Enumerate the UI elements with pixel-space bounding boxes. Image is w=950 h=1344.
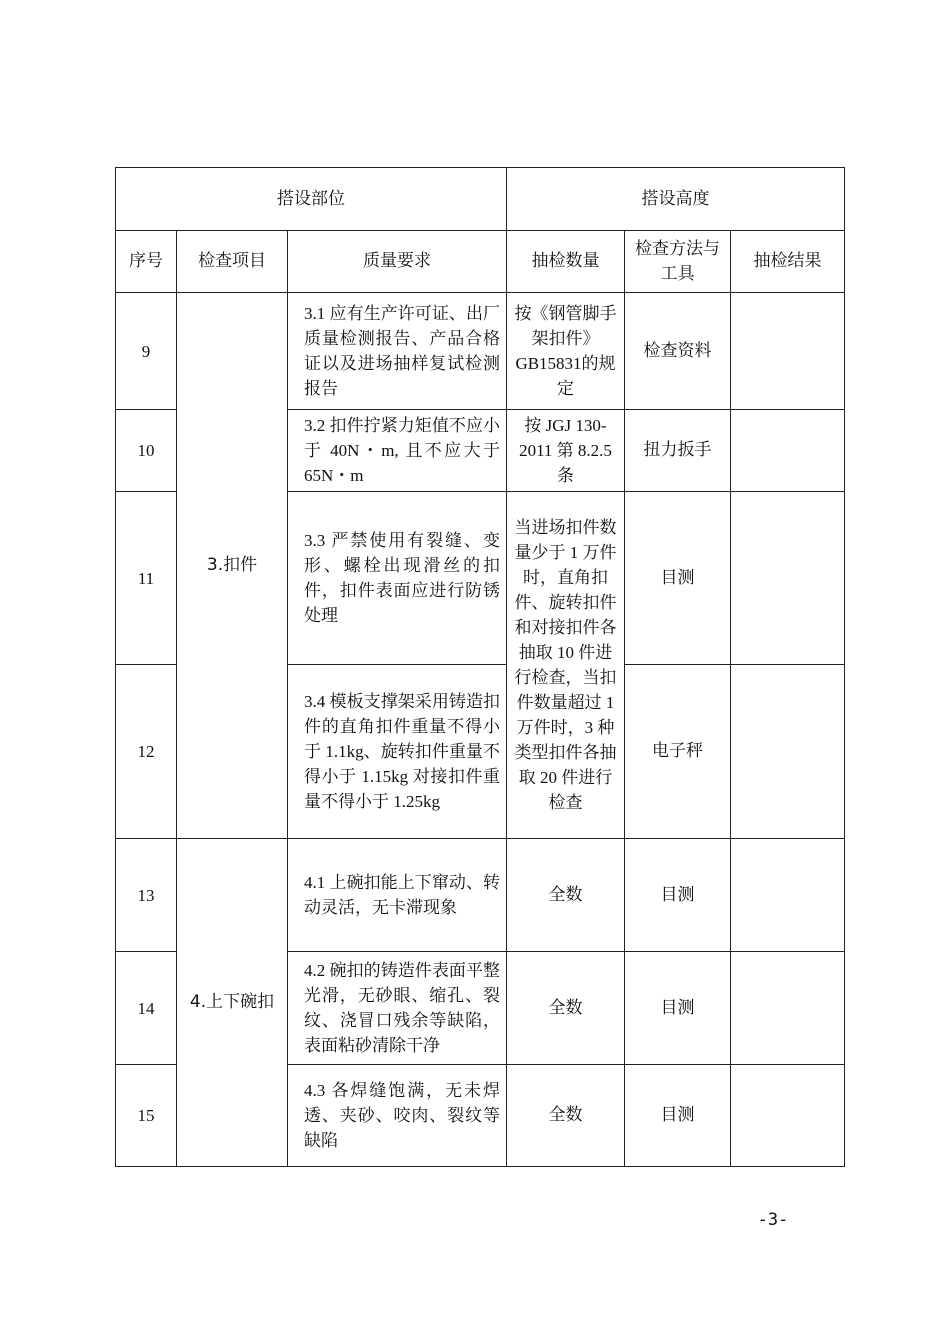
sample-qty-header: 抽检数量 bbox=[507, 231, 625, 293]
group-bowl: 4.上下碗扣 bbox=[177, 839, 288, 1167]
sample-qty-cell: 按 JGJ 130-2011 第 8.2.5 条 bbox=[507, 410, 625, 492]
seq-cell: 10 bbox=[116, 410, 177, 492]
location-header: 搭设部位 bbox=[116, 168, 507, 231]
method-cell: 目测 bbox=[625, 952, 731, 1065]
result-cell[interactable] bbox=[731, 1065, 845, 1167]
requirement-cell bbox=[288, 1065, 507, 1167]
seq-cell: 12 bbox=[116, 665, 177, 839]
result-header: 抽检结果 bbox=[731, 231, 845, 293]
requirement-cell bbox=[288, 410, 507, 492]
requirement-text: 4.3 各焊缝饱满，无未焊透、夹砂、咬肉、裂纹等缺陷 bbox=[304, 1081, 500, 1150]
method-cell: 目测 bbox=[625, 492, 731, 665]
seq-cell: 14 bbox=[116, 952, 177, 1065]
requirement-cell bbox=[288, 492, 507, 665]
requirement-text: 3.1 应有生产许可证、出厂质量检测报告、产品合格证以及进场抽样复试检测报告 bbox=[304, 304, 500, 398]
requirement-cell bbox=[288, 952, 507, 1065]
method-cell: 检查资料 bbox=[625, 293, 731, 410]
result-cell[interactable] bbox=[731, 410, 845, 492]
merged-sample-qty-cell: 当进场扣件数量少于 1 万件时，直角扣件、旋转扣件和对接扣件各抽取 10 件进行检查，当扣件数量超过 1 万件时，3 种类型扣件各抽取 20 件进行检查 bbox=[507, 492, 625, 839]
method-cell: 电子秤 bbox=[625, 665, 731, 839]
column-header-row bbox=[116, 231, 845, 293]
requirement-text: 3.2 扣件拧紧力矩值不应小于 40N・m, 且不应大于 65N・m bbox=[304, 416, 500, 485]
inspection-table bbox=[115, 167, 845, 1167]
height-header: 搭设高度 bbox=[507, 168, 845, 231]
result-cell[interactable] bbox=[731, 952, 845, 1065]
requirement-cell bbox=[288, 293, 507, 410]
seq-cell: 9 bbox=[116, 293, 177, 410]
result-cell[interactable] bbox=[731, 492, 845, 665]
seq-header: 序号 bbox=[116, 231, 177, 293]
top-header-row bbox=[116, 168, 845, 231]
requirement-cell bbox=[288, 665, 507, 839]
result-cell[interactable] bbox=[731, 839, 845, 952]
group-coupler: 3.扣件 bbox=[177, 293, 288, 839]
requirement-cell bbox=[288, 839, 507, 952]
requirement-text: 3.3 严禁使用有裂缝、变形、螺栓出现滑丝的扣件，扣件表面应进行防锈处理 bbox=[304, 531, 500, 625]
sample-qty-cell: 按《钢管脚手架扣件》GB15831的规定 bbox=[507, 293, 625, 410]
item-header: 检查项目 bbox=[177, 231, 288, 293]
table-row bbox=[116, 839, 845, 952]
method-cell: 目测 bbox=[625, 839, 731, 952]
requirement-text: 3.4 模板支撑架采用铸造扣件的直角扣件重量不得小于 1.1kg、旋转扣件重量不得小于 1.15kg 对接扣件重量不得小于 1.25kg bbox=[304, 692, 500, 811]
sample-qty-cell: 全数 bbox=[507, 952, 625, 1065]
sample-qty-cell: 全数 bbox=[507, 839, 625, 952]
result-cell[interactable] bbox=[731, 293, 845, 410]
method-cell: 目测 bbox=[625, 1065, 731, 1167]
requirement-text: 4.2 碗扣的铸造件表面平整光滑，无砂眼、缩孔、裂纹、浇冒口残余等缺陷，表面粘砂清除干净 bbox=[304, 961, 500, 1055]
requirement-text: 4.1 上碗扣能上下窜动、转动灵活，无卡滞现象 bbox=[304, 873, 500, 917]
method-cell: 扭力扳手 bbox=[625, 410, 731, 492]
table-row bbox=[116, 293, 845, 410]
sample-qty-cell: 全数 bbox=[507, 1065, 625, 1167]
seq-cell: 15 bbox=[116, 1065, 177, 1167]
seq-cell: 13 bbox=[116, 839, 177, 952]
page-number: -3- bbox=[757, 1210, 789, 1230]
requirement-header: 质量要求 bbox=[288, 231, 507, 293]
method-header: 检查方法与工具 bbox=[625, 231, 731, 293]
seq-cell: 11 bbox=[116, 492, 177, 665]
result-cell[interactable] bbox=[731, 665, 845, 839]
